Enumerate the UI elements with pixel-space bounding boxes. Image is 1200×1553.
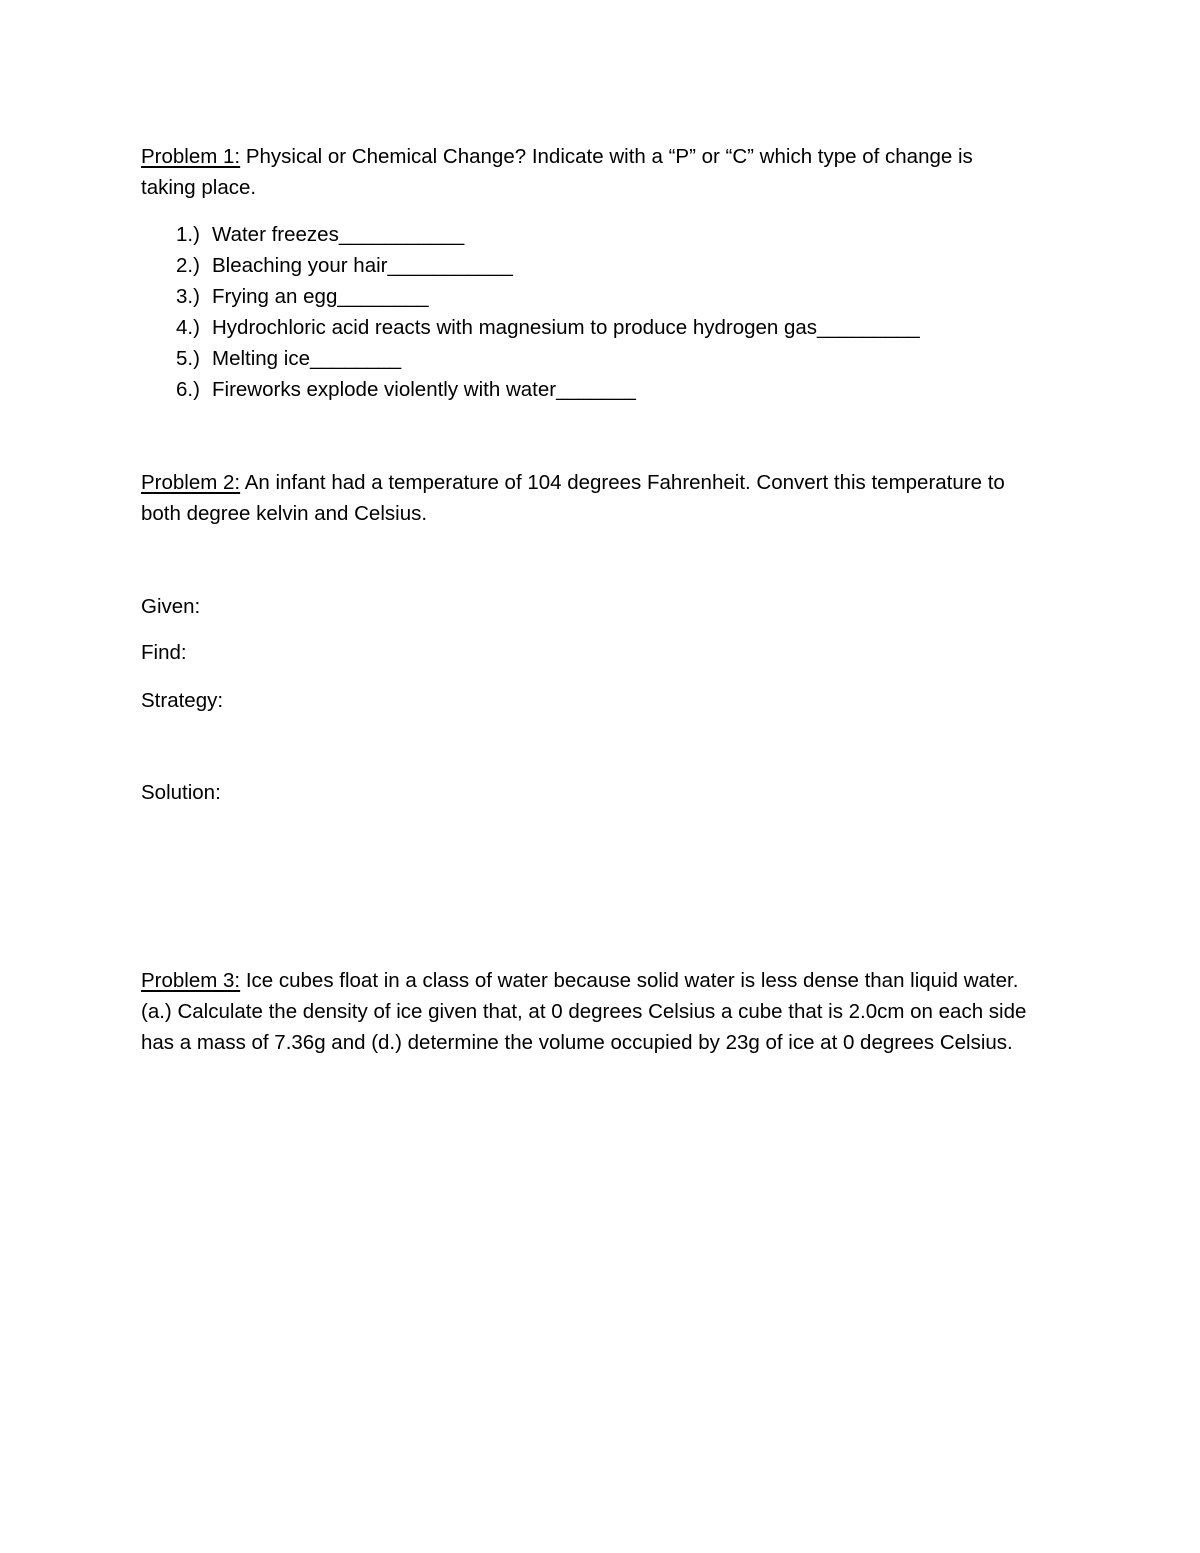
- list-item-number: 3.): [176, 285, 200, 308]
- problem1-line1: [141, 141, 973, 172]
- problem2-text-line1: An infant had a temperature of 104 degrees Fahrenheit. Convert this temperature to: [240, 471, 1005, 494]
- find-label: Find:: [141, 641, 187, 664]
- list-item-number: 5.): [176, 347, 200, 370]
- problem2-line1: [141, 467, 1005, 498]
- given-label: Given:: [141, 595, 201, 618]
- problem3-text-line3: has a mass of 7.36g and (d.) determine the volume occupied by 23g of ice at 0 degrees Celsius.: [141, 1031, 1013, 1054]
- strategy-label: Strategy:: [141, 689, 224, 712]
- list-item-text: Frying an egg________: [212, 285, 429, 308]
- list-item: [176, 219, 464, 250]
- list-item-number: 4.): [176, 316, 200, 339]
- problem1-text-line1: Physical or Chemical Change? Indicate with a “P” or “C” which type of change is: [240, 145, 973, 168]
- list-item-text: Fireworks explode violently with water_______: [212, 378, 636, 401]
- problem3-line1: [141, 965, 1018, 996]
- problem3-label: Problem 3:: [141, 969, 241, 992]
- list-item-number: 2.): [176, 254, 200, 277]
- list-item-number: 1.): [176, 223, 200, 246]
- list-item-text: Water freezes___________: [212, 223, 465, 246]
- problem3-text-line1: Ice cubes float in a class of water because solid water is less dense than liquid water.: [240, 969, 1019, 992]
- list-item: [176, 312, 920, 343]
- list-item: [176, 343, 401, 374]
- list-item-text: Melting ice________: [212, 347, 402, 370]
- problem2-text-line2: both degree kelvin and Celsius.: [141, 502, 428, 525]
- solution-label: Solution:: [141, 781, 221, 804]
- problem2-label: Problem 2:: [141, 471, 241, 494]
- list-item-text: Bleaching your hair___________: [212, 254, 513, 277]
- list-item: [176, 281, 429, 312]
- problem1-text-line2: taking place.: [141, 176, 257, 199]
- problem1-label: Problem 1:: [141, 145, 241, 168]
- list-item: [176, 374, 636, 405]
- problem3-text-line2: (a.) Calculate the density of ice given that, at 0 degrees Celsius a cube that is 2.0cm on each side: [141, 1000, 1027, 1023]
- list-item: [176, 250, 513, 281]
- list-item-number: 6.): [176, 378, 200, 401]
- list-item-text: Hydrochloric acid reacts with magnesium to produce hydrogen gas_________: [212, 316, 920, 339]
